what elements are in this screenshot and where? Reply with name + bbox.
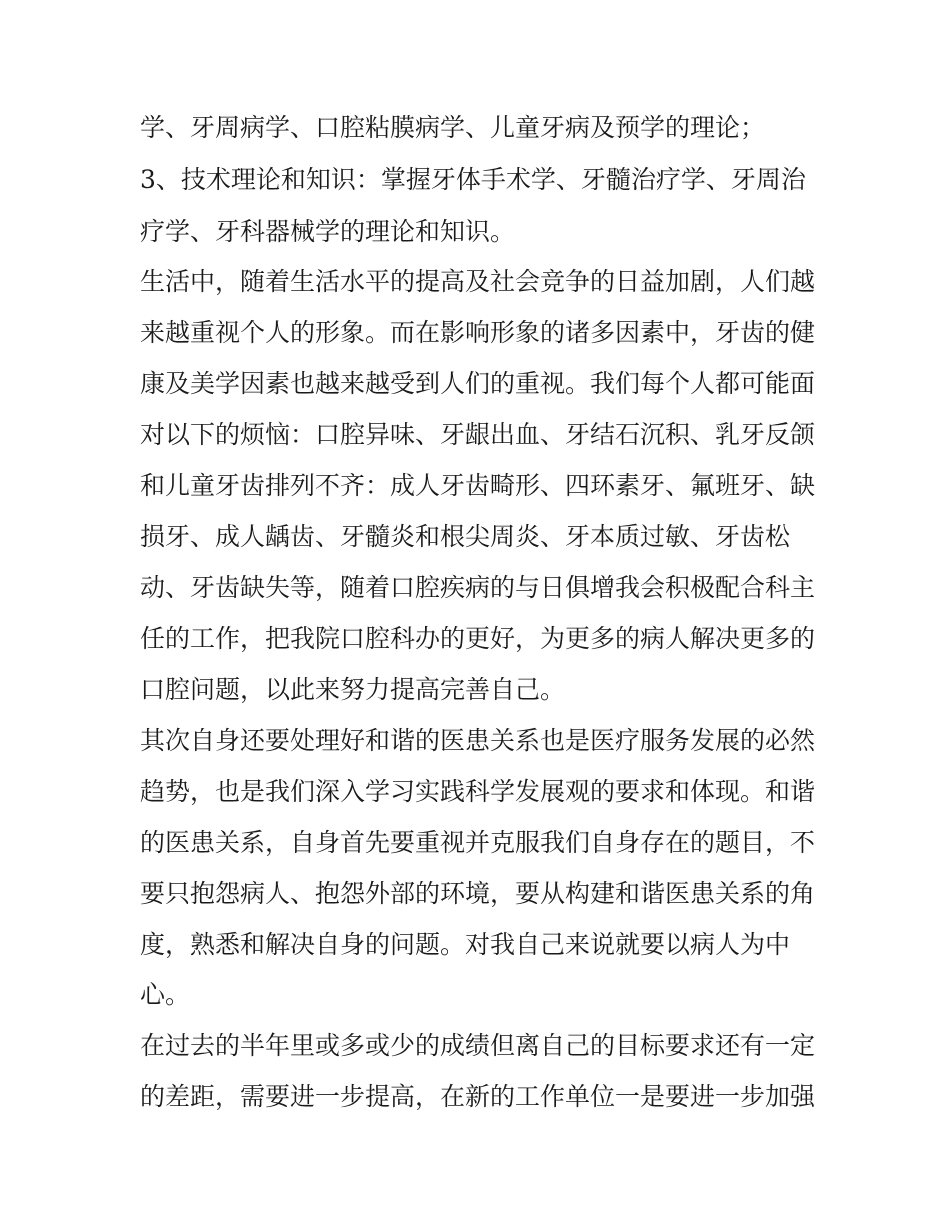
text-line-5: 来越重视个人的形象。而在影响形象的诸多因素中，牙齿的健 bbox=[140, 318, 816, 347]
text-line-4: 生活中，随着生活水平的提高及社会竞争的日益加剧，人们越 bbox=[140, 267, 816, 296]
text-line-14: 趋势，也是我们深入学习实践科学发展观的要求和体现。和谐 bbox=[140, 777, 816, 806]
text-line-1: 学、牙周病学、口腔粘膜病学、儿童牙病及预学的理论； bbox=[140, 113, 766, 142]
text-line-3: 疗学、牙科器械学的理论和知识。 bbox=[140, 217, 516, 246]
text-line-6: 康及美学因素也越来越受到人们的重视。我们每个人都可能面 bbox=[140, 369, 816, 398]
text-line-13: 其次自身还要处理好和谐的医患关系也是医疗服务发展的必然 bbox=[140, 726, 816, 755]
text-line-18: 心。 bbox=[140, 980, 191, 1009]
text-line-15: 的医患关系，自身首先要重视并克服我们自身存在的题目，不 bbox=[140, 828, 816, 857]
text-line-7: 对以下的烦恼：口腔异味、牙龈出血、牙结石沉积、乳牙反颌 bbox=[140, 420, 816, 449]
text-line-2: 3、技术理论和知识：掌握牙体手术学、牙髓治疗学、牙周治 bbox=[140, 165, 806, 194]
text-line-11: 任的工作，把我院口腔科办的更好，为更多的病人解决更多的 bbox=[140, 624, 816, 653]
text-line-10: 动、牙齿缺失等，随着口腔疾病的与日俱增我会积极配合科主 bbox=[140, 573, 816, 602]
text-line-9: 损牙、成人龋齿、牙髓炎和根尖周炎、牙本质过敏、牙齿松 bbox=[140, 522, 791, 551]
text-line-20: 的差距，需要进一步提高，在新的工作单位一是要进一步加强 bbox=[140, 1082, 816, 1111]
text-line-17: 度，熟悉和解决自身的问题。对我自己来说就要以病人为中 bbox=[140, 930, 791, 959]
text-line-12: 口腔问题，以此来努力提高完善自己。 bbox=[140, 675, 566, 704]
text-line-16: 要只抱怨病人、抱怨外部的环境，要从构建和谐医患关系的角 bbox=[140, 879, 816, 908]
text-line-8: 和儿童牙齿排列不齐：成人牙齿畸形、四环素牙、氟班牙、缺 bbox=[140, 471, 816, 500]
text-line-19: 在过去的半年里或多或少的成绩但离自己的目标要求还有一定 bbox=[140, 1031, 816, 1060]
